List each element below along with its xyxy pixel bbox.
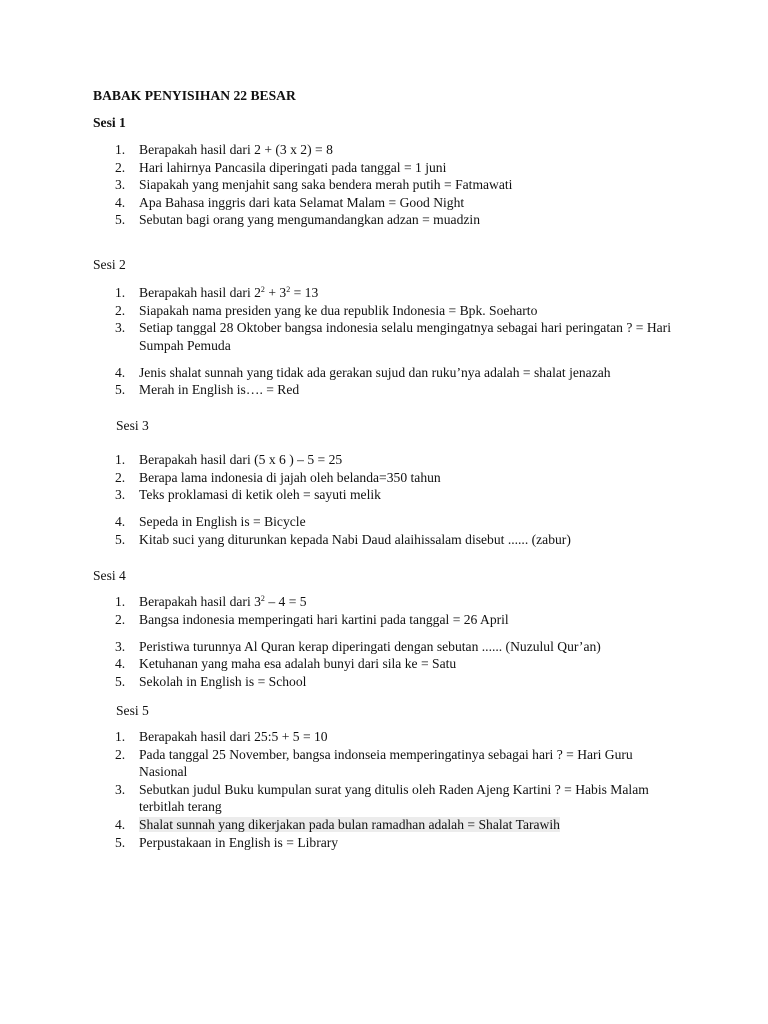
sesi-1-list <box>93 141 512 229</box>
highlighted-question-text: Shalat sunnah yang dikerjakan pada bulan ramadhan adalah = Shalat Tarawih <box>139 816 560 832</box>
question-text: Pada tanggal 25 November, bangsa indonseia memperingatinya sebagai hari ? = Hari Guru Nasional <box>139 746 633 780</box>
list-item: 5. Sebutan bagi orang yang mengumandangkan adzan = muadzin <box>115 212 480 228</box>
list-item: 3. Peristiwa turunnya Al Quran kerap diperingati dengan sebutan ...... (Nuzulul Qur’an) <box>115 638 601 654</box>
list-item: 1. Berapakah hasil dari $2^2 + 3^2 = 13$ <box>115 285 319 300</box>
sesi-2-heading: Sesi 2 <box>93 257 126 272</box>
question-text: Peristiwa turunnya Al Quran kerap diperingati dengan sebutan ...... (Nuzulul Qur’an) <box>139 638 601 654</box>
sesi-5-list <box>93 728 673 851</box>
list-item: 5. Sekolah in English is = School <box>115 673 307 689</box>
question-text: Siapakah yang menjahit sang saka bendera merah putih = Fatmawati <box>139 177 513 193</box>
list-item: 1. Berapakah hasil dari (5 x 6 ) – 5 = 25 <box>115 452 343 467</box>
list-item: 1. Berapakah hasil dari $3^2 - 4 = 5$ <box>115 594 307 609</box>
question-text: Hari lahirnya Pancasila diperingati pada tanggal = 1 juni <box>139 159 447 175</box>
sesi-4-list <box>93 593 601 690</box>
question-text: Berapakah hasil dari $2^2 + 3^2 = 13$ <box>139 285 319 300</box>
question-text: Sebutkan judul Buku kumpulan surat yang ditulis oleh Raden Ajeng Kartini ? = Habis Malam terbitlah terang <box>139 781 649 815</box>
sesi-4-heading: Sesi 4 <box>93 568 126 583</box>
page-title: BABAK PENYISIHAN 22 BESAR <box>93 88 296 103</box>
list-item: 5. Perpustakaan in English is = Library <box>115 834 339 850</box>
sesi-1-heading: Sesi 1 <box>93 115 126 130</box>
question-text: Perpustakaan in English is = Library <box>139 834 339 850</box>
question-text: Bangsa indonesia memperingati hari kartini pada tanggal = 26 April <box>139 611 509 627</box>
list-item: 4. Apa Bahasa inggris dari kata Selamat Malam = Good Night <box>115 194 465 210</box>
list-item: 3. Siapakah yang menjahit sang saka bendera merah putih = Fatmawati <box>115 177 513 193</box>
question-text: Berapakah hasil dari $3^2 - 4 = 5$ <box>139 594 307 609</box>
question-text: Setiap tanggal 28 Oktober bangsa indonesia selalu mengingatnya sebagai hari peringatan ? = Hari Sumpah Pemuda <box>139 320 671 353</box>
list-item: 2. Siapakah nama presiden yang ke dua republik Indonesia = Bpk. Soeharto <box>115 302 538 318</box>
list-item: 4. Shalat sunnah yang dikerjakan pada bulan ramadhan adalah = Shalat Tarawih <box>115 816 560 832</box>
question-text: Berapa lama indonesia di jajah oleh belanda=350 tahun <box>139 469 441 485</box>
question-text: Sekolah in English is = School <box>139 673 307 689</box>
question-text: Jenis shalat sunnah yang tidak ada gerakan sujud dan ruku’nya adalah = shalat jenazah <box>139 364 611 380</box>
question-text: Sebutan bagi orang yang mengumandangkan adzan = muadzin <box>139 212 480 228</box>
question-text: Kitab suci yang diturunkan kepada Nabi Daud alaihissalam disebut ...... (zabur) <box>139 531 571 547</box>
list-item: 2. Bangsa indonesia memperingati hari kartini pada tanggal = 26 April <box>115 611 509 627</box>
sesi-3-heading: Sesi 3 <box>116 418 149 433</box>
question-text: Berapakah hasil dari 2 + (3 x 2) = 8 <box>139 142 333 157</box>
list-item: 5. Kitab suci yang diturunkan kepada Nabi Daud alaihissalam disebut ...... (zabur) <box>115 531 571 547</box>
list-item: 4. Ketuhanan yang maha esa adalah bunyi dari sila ke = Satu <box>115 656 457 672</box>
question-text: Apa Bahasa inggris dari kata Selamat Malam = Good Night <box>139 194 465 210</box>
question-text: Sepeda in English is = Bicycle <box>139 514 306 530</box>
list-item: 1. Berapakah hasil dari 25:5 + 5 = 10 <box>115 729 328 744</box>
list-item: 4. Jenis shalat sunnah yang tidak ada gerakan sujud dan ruku’nya adalah = shalat jenazah <box>115 364 611 380</box>
list-item: 3. Teks proklamasi di ketik oleh = sayuti melik <box>115 487 381 503</box>
list-item: 3. Setiap tanggal 28 Oktober bangsa indonesia selalu mengingatnya sebagai hari peringatan ? = Hari Sumpah Pemuda <box>115 320 671 353</box>
question-text: Berapakah hasil dari (5 x 6 ) – 5 = 25 <box>139 452 343 467</box>
list-item: 1. Berapakah hasil dari 2 + (3 x 2) = 8 <box>115 142 333 157</box>
sesi-3-list <box>93 451 571 548</box>
list-item: 3. Sebutkan judul Buku kumpulan surat yang ditulis oleh Raden Ajeng Kartini ? = Habis Malam terbitlah terang <box>115 781 649 815</box>
question-text: Teks proklamasi di ketik oleh = sayuti melik <box>139 487 381 503</box>
list-item: 4. Sepeda in English is = Bicycle <box>115 514 306 530</box>
list-item: 2. Berapa lama indonesia di jajah oleh belanda=350 tahun <box>115 469 441 485</box>
question-text: Ketuhanan yang maha esa adalah bunyi dari sila ke = Satu <box>139 656 457 672</box>
list-item: 5. Merah in English is…. = Red <box>115 382 300 398</box>
sesi-5-heading: Sesi 5 <box>116 703 149 718</box>
question-text: Merah in English is…. = Red <box>139 382 300 398</box>
sesi-2-list <box>93 284 673 399</box>
question-text: Berapakah hasil dari 25:5 + 5 = 10 <box>139 729 328 744</box>
question-text: Siapakah nama presiden yang ke dua republik Indonesia = Bpk. Soeharto <box>139 302 538 318</box>
list-item: 2. Hari lahirnya Pancasila diperingati pada tanggal = 1 juni <box>115 159 447 175</box>
list-item: 2. Pada tanggal 25 November, bangsa indonseia memperingatinya sebagai hari ? = Hari Guru Nasional <box>115 746 633 780</box>
